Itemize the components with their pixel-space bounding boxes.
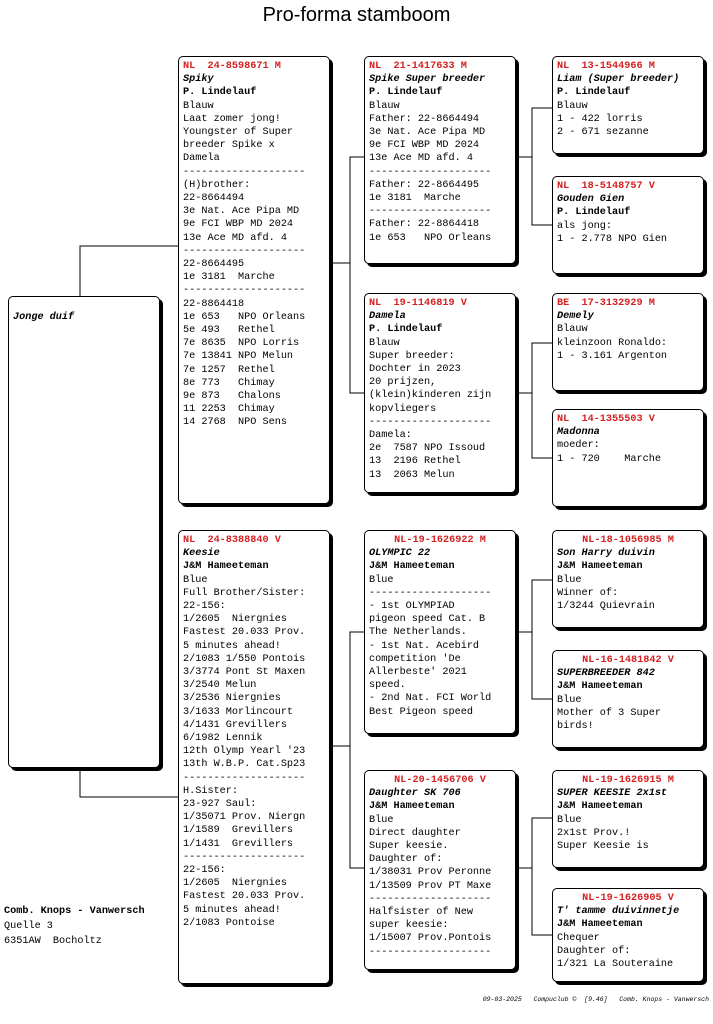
info-line: 3/2540 Melun xyxy=(183,680,257,692)
pigeon-name: Liam (Super breeder) xyxy=(557,74,680,86)
info-line: 1/1431 Grevillers xyxy=(183,838,294,850)
info-line: 1 - 2.778 NPO Gien xyxy=(557,233,668,245)
info-line: 7e 13841 NPO Melun xyxy=(183,351,294,363)
info-line: speed. xyxy=(369,680,406,692)
info-line: Blauw xyxy=(369,337,400,349)
pigeon-name: Daughter SK 706 xyxy=(369,788,461,800)
info-line: -------------------- xyxy=(183,772,306,784)
owner-name: P. Lindelauf xyxy=(369,324,443,336)
info-line: -------------------- xyxy=(369,166,492,178)
ring-number: NL-19-1626905 V xyxy=(582,893,674,904)
info-line: 2/1083 Pontoise xyxy=(183,917,275,929)
paternal-grandfather-card xyxy=(364,56,516,264)
info-line: breeder Spike x xyxy=(183,140,275,152)
ring-number: NL-19-1626922 M xyxy=(394,535,486,546)
info-line: 1 - 720 Marche xyxy=(557,453,661,465)
footer-credits: 09-03-2025 Compuclub © [9.46] Comb. Knops - Vanwersch xyxy=(482,996,709,1003)
info-line: 9e 873 Chalons xyxy=(183,391,281,403)
fmf-card xyxy=(552,293,704,391)
pigeon-name: Madonna xyxy=(557,427,600,439)
info-line: Blauw xyxy=(369,100,400,112)
info-line: -------------------- xyxy=(183,245,306,257)
info-line: 23-927 Saul: xyxy=(183,799,257,811)
info-line: als jong: xyxy=(557,220,613,232)
owner-name: J&M Hameeteman xyxy=(557,919,643,931)
info-line: 1 - 3.161 Argenton xyxy=(557,350,668,362)
info-line: Chequer xyxy=(557,932,600,944)
info-line: 1/15007 Prov.Pontois xyxy=(369,933,492,945)
info-line: 1 - 422 lorris xyxy=(557,113,643,125)
info-line: Father: 22-8664494 xyxy=(369,113,480,125)
ring-number: NL 24-8388840 V xyxy=(183,535,281,546)
mff-card xyxy=(552,530,704,628)
info-line: -------------------- xyxy=(369,946,492,958)
ring-number: NL-19-1626915 M xyxy=(582,775,674,786)
info-line: 5 minutes ahead! xyxy=(183,904,281,916)
breeder-street: Quelle 3 xyxy=(4,921,53,932)
info-line: 3/1633 Morlincourt xyxy=(183,706,294,718)
maternal-grandfather-card xyxy=(364,530,516,734)
info-line: kleinzoon Ronaldo: xyxy=(557,337,668,349)
ring-number: NL-16-1481842 V xyxy=(582,655,674,666)
mmm-card xyxy=(552,888,704,982)
maternal-grandmother-card xyxy=(364,770,516,970)
info-line: Allerbeste' 2021 xyxy=(369,667,467,679)
ring-number: NL 18-5148757 V xyxy=(557,181,655,192)
info-line: - 2nd Nat. FCI World xyxy=(369,693,492,705)
info-line: Blue xyxy=(557,694,582,706)
info-line: 13e Ace MD afd. 4 xyxy=(369,153,473,165)
pigeon-name: Demely xyxy=(557,311,594,323)
ring-number: NL 24-8598671 M xyxy=(183,61,281,72)
info-line: -------------------- xyxy=(369,206,492,218)
info-line: Fastest 20.033 Prov. xyxy=(183,627,306,639)
info-line: 1/13509 Prov PT Maxe xyxy=(369,880,492,892)
ring-number: NL 14-1355503 V xyxy=(557,414,655,425)
info-line: Youngster of Super xyxy=(183,127,294,139)
info-line: pigeon speed Cat. B xyxy=(369,614,486,626)
info-line: 1e 653 NPO Orleans xyxy=(183,311,306,323)
info-line: Best Pigeon speed xyxy=(369,706,473,718)
info-line: 1e 3181 Marche xyxy=(369,193,461,205)
info-line: - 1st Nat. Acebird xyxy=(369,640,480,652)
info-line: Halfsister of New xyxy=(369,907,473,919)
owner-name: J&M Hameeteman xyxy=(369,561,455,573)
owner-name: J&M Hameeteman xyxy=(557,681,643,693)
info-line: Blauw xyxy=(183,100,214,112)
ring-number: NL 21-1417633 M xyxy=(369,61,467,72)
info-line: Blauw xyxy=(557,100,588,112)
info-line: Blue xyxy=(557,814,582,826)
owner-name: J&M Hameeteman xyxy=(557,561,643,573)
pigeon-name: Damela xyxy=(369,311,406,323)
paternal-grandmother-card xyxy=(364,293,516,493)
pigeon-name: T' tamme duivinnetje xyxy=(557,906,680,918)
ring-number: NL-20-1456706 V xyxy=(394,775,486,786)
pigeon-name: Spike Super breeder xyxy=(369,74,486,86)
info-line: 5 minutes ahead! xyxy=(183,640,281,652)
info-line: Super breeder: xyxy=(369,350,455,362)
info-line: 1/2605 Niergnies xyxy=(183,614,287,626)
pigeon-name: Son Harry duivin xyxy=(557,548,655,560)
info-line: 2/1083 1/550 Pontois xyxy=(183,653,306,665)
info-line: 22-156: xyxy=(183,601,226,613)
pigeon-name: OLYMPIC 22 xyxy=(369,548,431,560)
info-line: 22-8664494 xyxy=(183,193,245,205)
info-line: -------------------- xyxy=(369,587,492,599)
info-line: 13e Ace MD afd. 4 xyxy=(183,232,287,244)
info-line: 12th Olymp Yearl '23 xyxy=(183,746,306,758)
info-line: moeder: xyxy=(557,440,600,452)
info-line: 2x1st Prov.! xyxy=(557,827,631,839)
young-pigeon-label: Jonge duif xyxy=(13,312,75,323)
info-line: 22-156: xyxy=(183,865,226,877)
info-line: Super keesie. xyxy=(369,841,449,853)
info-line: Blauw xyxy=(557,324,588,336)
owner-name: J&M Hameeteman xyxy=(557,801,643,813)
info-line: Mother of 3 Super xyxy=(557,707,661,719)
info-line: 1/35071 Prov. Niergn xyxy=(183,812,306,824)
info-line: 1/2605 Niergnies xyxy=(183,878,287,890)
info-line: Father: 22-8664495 xyxy=(369,179,480,191)
breeder-city: 6351AW Bocholtz xyxy=(4,936,102,947)
info-line: 3e Nat. Ace Pipa MD xyxy=(369,127,486,139)
info-line: The Netherlands. xyxy=(369,627,467,639)
info-line: 13th W.B.P. Cat.Sp23 xyxy=(183,759,306,771)
info-line: 13 2063 Melun xyxy=(369,469,455,481)
mother-card xyxy=(178,530,330,984)
ring-number: NL 19-1146819 V xyxy=(369,298,467,309)
info-line: Daughter of: xyxy=(369,854,443,866)
owner-name: P. Lindelauf xyxy=(557,207,631,219)
info-line: -------------------- xyxy=(369,893,492,905)
info-line: competition 'De xyxy=(369,653,461,665)
info-line: birds! xyxy=(557,721,594,733)
info-line: 4/1431 Grevillers xyxy=(183,719,287,731)
pigeon-name: Gouden Gien xyxy=(557,194,625,206)
info-line: - 1st OLYMPIAD xyxy=(369,601,455,613)
info-line: 1e 653 NPO Orleans xyxy=(369,232,492,244)
info-line: 3/2536 Niergnies xyxy=(183,693,281,705)
info-line: (H)brother: xyxy=(183,179,251,191)
info-line: 6/1982 Lennik xyxy=(183,733,263,745)
info-line: Full Brother/Sister: xyxy=(183,587,306,599)
info-line: -------------------- xyxy=(369,416,492,428)
mfm-card xyxy=(552,650,704,748)
ffm-card xyxy=(552,176,704,274)
info-line: Dochter in 2023 xyxy=(369,364,461,376)
info-line: -------------------- xyxy=(183,166,306,178)
info-line: Direct daughter xyxy=(369,827,461,839)
info-line: 13 2196 Rethel xyxy=(369,456,461,468)
info-line: 20 prijzen, xyxy=(369,377,437,389)
info-line: Blue xyxy=(369,574,394,586)
info-line: -------------------- xyxy=(183,285,306,297)
info-line: 3/3774 Pont St Maxen xyxy=(183,667,306,679)
mmf-card xyxy=(552,770,704,868)
owner-name: J&M Hameeteman xyxy=(183,561,269,573)
fmm-card xyxy=(552,409,704,507)
info-line: Damela: xyxy=(369,430,412,442)
ring-number: NL 13-1544966 M xyxy=(557,61,655,72)
info-line: 1/38031 Prov Peronne xyxy=(369,867,492,879)
owner-name: P. Lindelauf xyxy=(183,87,257,99)
info-line: Blue xyxy=(183,574,208,586)
father-card xyxy=(178,56,330,504)
young-pigeon-card xyxy=(8,296,160,768)
info-line: 5e 493 Rethel xyxy=(183,325,275,337)
info-line: -------------------- xyxy=(183,851,306,863)
info-line: Blue xyxy=(369,814,394,826)
breeder-name: Comb. Knops - Vanwersch xyxy=(4,906,145,917)
info-line: 9e FCI WBP MD 2024 xyxy=(369,140,480,152)
breeder-address xyxy=(4,904,145,949)
info-line: Fastest 20.033 Prov. xyxy=(183,891,306,903)
info-line: 11 2253 Chimay xyxy=(183,404,275,416)
info-line: 1/1589 Grevillers xyxy=(183,825,294,837)
info-line: 8e 773 Chimay xyxy=(183,377,275,389)
info-line: Blue xyxy=(557,574,582,586)
owner-name: P. Lindelauf xyxy=(369,87,443,99)
info-line: H.Sister: xyxy=(183,785,239,797)
info-line: Super Keesie is xyxy=(557,841,649,853)
info-line: 1/3244 Quievrain xyxy=(557,601,655,613)
info-line: kopvliegers xyxy=(369,403,437,415)
info-line: 3e Nat. Ace Pipa MD xyxy=(183,206,300,218)
info-line: 1e 3181 Marche xyxy=(183,272,275,284)
info-line: 22-8664495 xyxy=(183,259,245,271)
info-line: Laat zomer jong! xyxy=(183,113,281,125)
owner-name: J&M Hameeteman xyxy=(369,801,455,813)
pigeon-name: SUPER KEESIE 2x1st xyxy=(557,788,668,800)
fff-card xyxy=(552,56,704,154)
owner-name: P. Lindelauf xyxy=(557,87,631,99)
info-line: 7e 8635 NPO Lorris xyxy=(183,338,300,350)
pigeon-name: Keesie xyxy=(183,548,220,560)
info-line: Winner of: xyxy=(557,587,619,599)
info-line: Daughter of: xyxy=(557,945,631,957)
ring-number: BE 17-3132929 M xyxy=(557,298,655,309)
pigeon-name: SUPERBREEDER 842 xyxy=(557,668,655,680)
info-line: 22-8864418 xyxy=(183,298,245,310)
ring-number: NL-18-1056985 M xyxy=(582,535,674,546)
page-title: Pro-forma stamboom xyxy=(262,4,451,26)
info-line: 7e 1257 Rethel xyxy=(183,364,275,376)
info-line: super keesie: xyxy=(369,920,449,932)
info-line: 9e FCI WBP MD 2024 xyxy=(183,219,294,231)
info-line: (klein)kinderen zijn xyxy=(369,390,492,402)
info-line: 2e 7587 NPO Issoud xyxy=(369,443,486,455)
info-line: 2 - 671 sezanne xyxy=(557,127,649,139)
info-line: Damela xyxy=(183,153,220,165)
info-line: Father: 22-8864418 xyxy=(369,219,480,231)
info-line: 1/321 La Souteraine xyxy=(557,959,674,971)
pigeon-name: Spiky xyxy=(183,74,214,86)
info-line: 14 2768 NPO Sens xyxy=(183,417,287,429)
